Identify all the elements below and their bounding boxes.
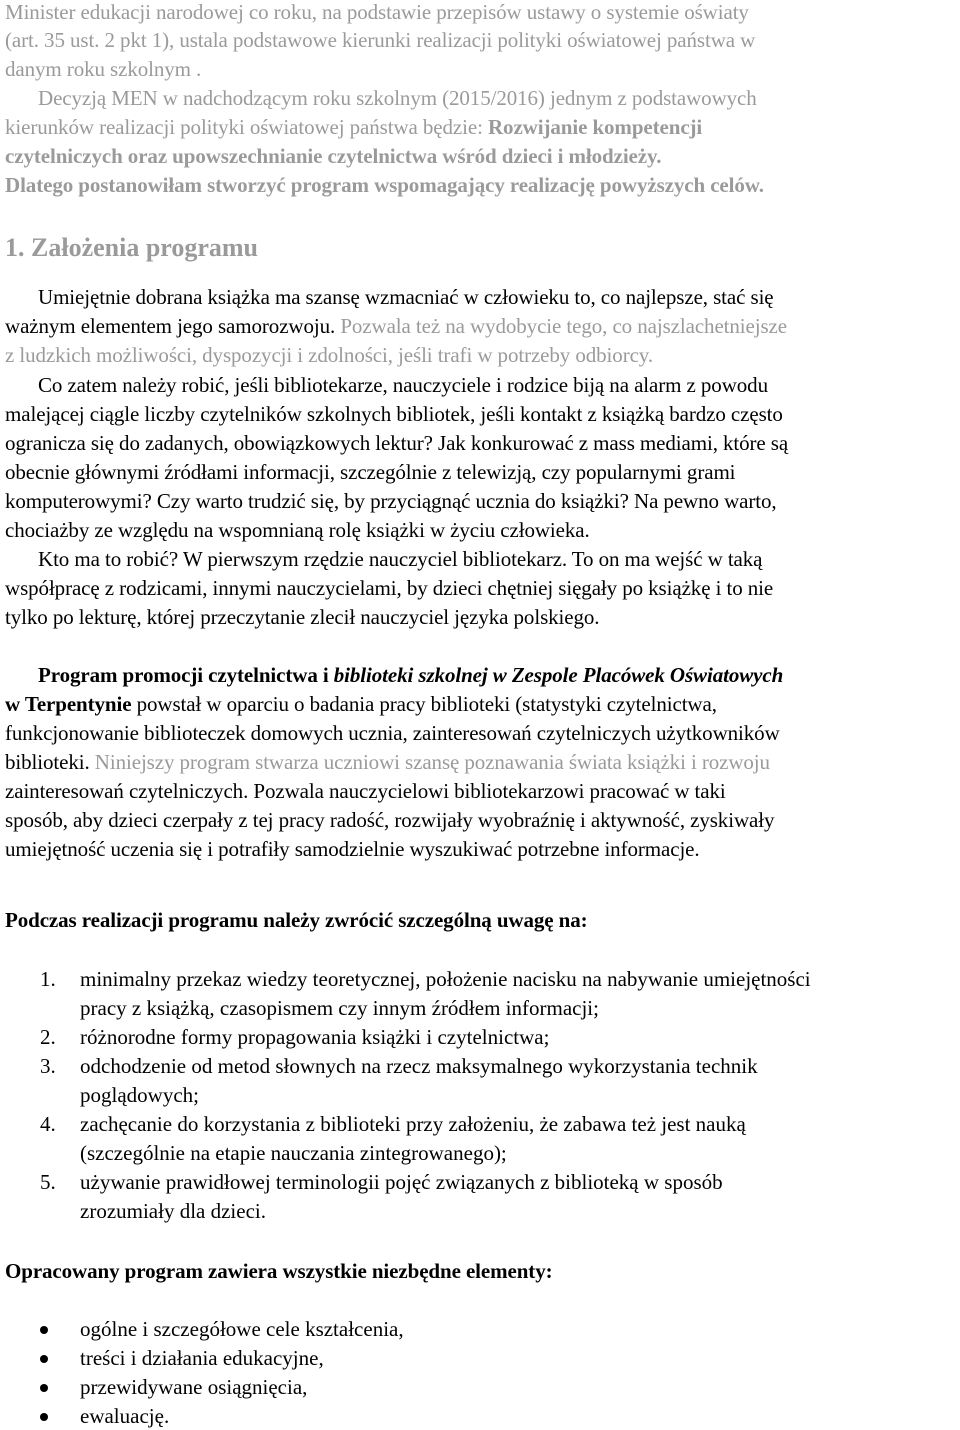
program-line-5: sposób, aby dzieci czerpały z tej pracy radość, rozwijały wyobraźnię i aktywność, zyskiwały — [5, 808, 775, 832]
list-number: 2. — [40, 1025, 56, 1049]
elements-heading: Opracowany program zawiera wszystkie niezbędne elementy: — [5, 1259, 553, 1283]
attention-heading: Podczas realizacji programu należy zwrócić szczególną uwagę na: — [5, 908, 588, 932]
intro-line-2: (art. 35 ust. 2 pkt 1), ustala podstawowe kierunki realizacji polityki oświatowej państwa w — [5, 28, 756, 52]
program-line-3a: biblioteki. — [5, 750, 95, 774]
intro-line-3: danym roku szkolnym . — [5, 57, 202, 81]
s1-line-7: obecnie głównymi źródłami informacji, szczególnie z telewizją, czy popularnymi grami — [5, 460, 736, 484]
bullet-icon — [40, 1384, 48, 1392]
list-item-5-line-2: zrozumiały dla dzieci. — [80, 1199, 266, 1223]
list-number: 3. — [40, 1054, 56, 1078]
program-line-6: umiejętność uczenia się i potrafiły samodzielnie wyszukiwać potrzebne informacje. — [5, 837, 700, 861]
s1-line-9: chociażby ze względu na wspomnianą rolę książki w życiu człowieka. — [5, 518, 590, 542]
list-item-2-line-1: różnorodne formy propagowania książki i czytelnictwa; — [80, 1025, 550, 1049]
list-number: 1. — [40, 967, 56, 991]
list-item-1-line-1: minimalny przekaz wiedzy teoretycznej, położenie nacisku na nabywanie umiejętności — [80, 967, 811, 991]
bullet-icon — [40, 1326, 48, 1334]
bullet-item-1: ogólne i szczegółowe cele kształcenia, — [80, 1317, 404, 1341]
s1-line-10a: Kto ma to robić? — [38, 547, 183, 571]
program-title-bold2: w Terpentynie — [5, 692, 132, 716]
s1-line-1: Umiejętnie dobrana książka ma szansę wzmacniać w człowieku to, co najlepsze, stać się — [38, 285, 774, 309]
bullet-icon — [40, 1413, 48, 1421]
list-item-1-line-2: pracy z książką, czasopismem czy innym źródłem informacji; — [80, 996, 599, 1020]
s1-line-10 — [38, 545, 762, 573]
program-title-bold: Program promocji czytelnictwa i — [38, 663, 334, 687]
program-title-italic: biblioteki szkolnej w Zespole Placówek Oświatowych — [333, 663, 784, 687]
s1-line-12: tylko po lekturę, której przeczytanie zlecił nauczyciel języka polskiego. — [5, 605, 600, 629]
intro-line-7: Dlatego postanowiłam stworzyć program wspomagający realizację powyższych celów. — [5, 173, 764, 197]
s1-line-2a: ważnym elementem jego samorozwoju. — [5, 314, 341, 338]
s1-line-8c: Na pewno warto, — [634, 489, 777, 513]
intro-line-6: czytelniczych oraz upowszechnianie czytelnictwa wśród dzieci i młodzieży. — [5, 144, 662, 168]
s1-line-8b: Czy warto trudzić się, by przyciągnąć ucznia do książki? — [156, 489, 634, 513]
bullet-item-3: przewidywane osiągnięcia, — [80, 1375, 308, 1399]
s1-line-6 — [5, 429, 788, 457]
program-title-line — [38, 661, 783, 689]
intro-line-5-bold: Rozwijanie kompetencji — [487, 115, 703, 139]
program-line-2: funkcjonowanie biblioteczek domowych ucznia, zainteresowań czytelniczych użytkowników — [5, 721, 780, 745]
s1-line-2b: Pozwala też na wydobycie tego, co najszlachetniejsze — [340, 314, 788, 338]
s1-line-8a: komputerowymi? — [5, 489, 157, 513]
list-item-3-line-1: odchodzenie od metod słownych na rzecz maksymalnego wykorzystania technik — [80, 1054, 758, 1078]
s1-line-10b: W pierwszym rzędzie nauczyciel bibliotekarz. — [182, 547, 572, 571]
section-heading-zalozenia: 1. Założenia programu — [5, 233, 259, 262]
program-line-1 — [5, 690, 717, 718]
s1-line-6b: Jak konkurować z mass mediami, które są — [438, 431, 789, 455]
intro-line-5 — [5, 113, 702, 141]
intro-line-4: Decyzją MEN w nadchodzącym roku szkolnym (2015/2016) jednym z podstawowych — [38, 86, 757, 110]
bullet-item-4: ewaluację. — [80, 1404, 170, 1428]
s1-line-4: Co zatem należy robić, jeśli bibliotekarze, nauczyciele i rodzice biją na alarm z powodu — [38, 373, 768, 397]
s1-line-11: współpracę z rodzicami, innymi nauczycielami, by dzieci chętniej sięgały po książkę i to nie — [5, 576, 774, 600]
program-line-4 — [5, 777, 726, 805]
list-number: 4. — [40, 1112, 56, 1136]
list-item-4-line-1: zachęcanie do korzystania z biblioteki przy założeniu, że zabawa też jest nauką — [80, 1112, 746, 1136]
s1-line-10c: To on ma wejść w taką — [571, 547, 763, 571]
program-line-3 — [5, 748, 770, 776]
s1-line-8 — [5, 487, 777, 515]
program-line-1-text: powstał w oparciu o badania pracy biblioteki (statystyki czytelnictwa, — [131, 692, 717, 716]
s1-line-3: z ludzkich możliwości, dyspozycji i zdolności, jeśli trafi w potrzeby odbiorcy. — [5, 343, 653, 367]
program-line-4a: zainteresowań czytelniczych. — [5, 779, 254, 803]
bullet-icon — [40, 1355, 48, 1363]
list-number: 5. — [40, 1170, 56, 1194]
intro-line-1: Minister edukacji narodowej co roku, na podstawie przepisów ustawy o systemie oświaty — [5, 0, 749, 24]
program-line-4b: Pozwala nauczycielowi bibliotekarzowi pracować w taki — [253, 779, 726, 803]
list-item-4-line-2: (szczególnie na etapie nauczania zintegrowanego); — [80, 1141, 507, 1165]
list-item-3-line-2: poglądowych; — [80, 1083, 199, 1107]
intro-line-5-text: kierunków realizacji polityki oświatowej państwa będzie: — [5, 115, 488, 139]
s1-line-6a: ogranicza się do zadanych, obowiązkowych lektur? — [5, 431, 439, 455]
bullet-item-2: treści i działania edukacyjne, — [80, 1346, 324, 1370]
s1-line-2 — [5, 312, 787, 340]
list-item-5-line-1: używanie prawidłowej terminologii pojęć związanych z biblioteką w sposób — [80, 1170, 723, 1194]
s1-line-5: malejącej ciągle liczby czytelników szkolnych bibliotek, jeśli kontakt z książką bardzo często — [5, 402, 783, 426]
program-line-3b: Niniejszy program stwarza uczniowi szansę poznawania świata książki i rozwoju — [94, 750, 770, 774]
